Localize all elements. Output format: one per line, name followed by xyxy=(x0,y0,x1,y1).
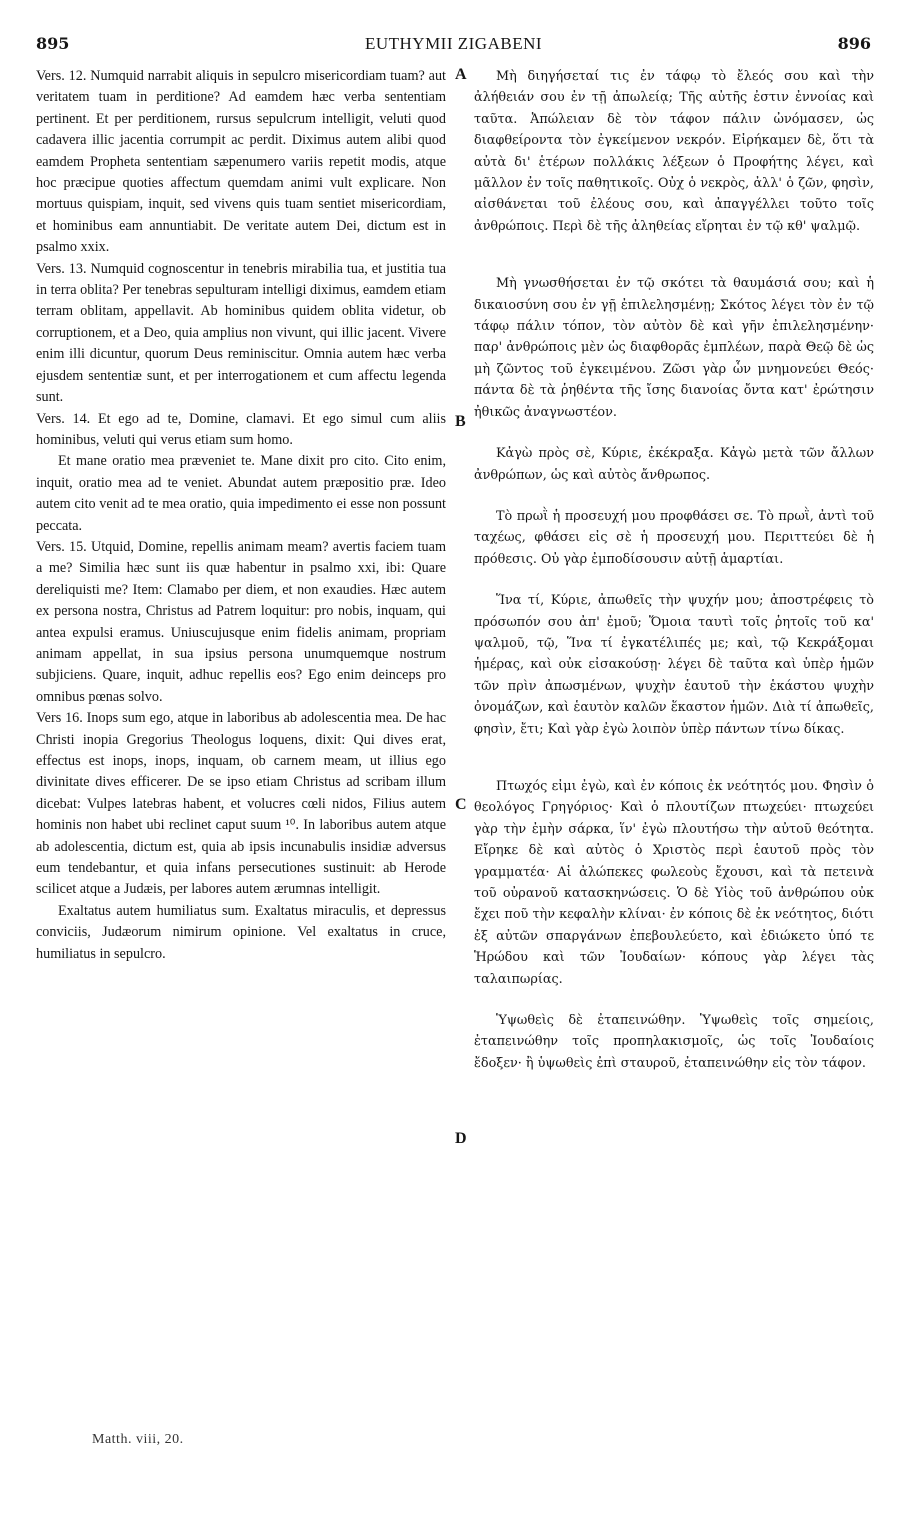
margin-letter-a: A xyxy=(455,66,467,83)
margin-letter-b: B xyxy=(455,413,466,430)
page-number-right: 896 xyxy=(837,34,871,53)
greek-column xyxy=(474,66,874,1074)
latin-verse-16: Vers 16. Inops sum ego, atque in laboribus ab adolescentia mea. De hac Christi inopia Gregorius Theologus loquens, dixit: Qui dives erat, effectus est inops, inops, inquam, ob carnem meam, ut illius ego divinitate dives efficerer. De se ipso etiam Christus ad scribam illum dicebat: Vulpes latebras habent, et volucres cœli nidos, Filius autem hominis non habet ubi reclinet caput suum ¹⁰. In laboribus autem atque ab adolescentia, dictum est, quia ab ipsis incunabulis insidiæ adversus eum tendebantur, et quia infans persecutiones sustinuit: ab Herode scilicet atque a Judæis, per labores autem ærumnas intelligit. xyxy=(36,710,446,898)
latin-verse-12: Vers. 12. Numquid narrabit aliquis in sepulcro misericordiam tuam? aut veritatem tuam in perditione? Ad eamdem hæc verba sententiam pertinent. Et per perditionem, rursus sepulcrum intelligit, veluti quod cadavera illic jacentia corrumpit ac perdit. Diximus autem alibi quod eamdem Propheta sententiam sæpenumero variis repetit modis, atque hoc præcipue quoties affectum quemdam animi vult explicare. Non mortuus quispiam, inquit, sed vivens quis tuam sentiet misericordiam, et hominibus eam annuntiabit. De veritate autem Dei, dictum est in psalmo xxix. xyxy=(36,68,446,256)
page-header xyxy=(36,34,871,58)
footnote: Matth. viii, 20. xyxy=(92,1432,184,1447)
greek-verse-16: Πτωχός εἰμι ἐγὼ, καὶ ἐν κόποις ἐκ νεότητός μου. Φησὶν ὁ θεολόγος Γρηγόριος· Καὶ ὁ πλουτίζων πτωχεύει· πτωχεύει γὰρ τὴν ἐμὴν σάρκα, ἵν' ἐγὼ πλουτήσω τὴν αὐτοῦ θεότητα. Εἴρηκε δὲ καὶ αὐτὸς ὁ Χριστὸς περὶ ἑαυτοῦ πρὸς τὸν γραμματέα· Αἱ ἀλώπεκες φωλεοὺς ἔχουσι, καὶ τὰ πετεινὰ τοῦ οὐρανοῦ κατασκηνώσεις. Ὁ δὲ Υἱὸς τοῦ ἀνθρώπου οὐκ ἔχει ποῦ τὴν κεφαλὴν κλίναι· ἐν κόποις δὲ ἐκ νεότητος, διότι ἐξ αὐτῶν σπαργάνων ἐπεβουλεύετο, καὶ ἐδιώκετο ὑπό τε Ἡρώδου καὶ τῶν Ἰουδαίων· κόπους γὰρ λέγει τὰς ταλαιπωρίας. xyxy=(474,778,874,987)
latin-verse-16-exaltatus: Exaltatus autem humiliatus sum. Exaltatus miraculis, et depressus conviciis, Judæorum nimirum opinione. Vel exaltatus in cruce, humiliatus in sepulcro. xyxy=(36,902,446,962)
margin-letter-c: C xyxy=(455,796,467,813)
greek-verse-12: Μὴ διηγήσεταί τις ἐν τάφῳ τὸ ἔλεός σου καὶ τὴν ἀλήθειάν σου ἐν τῇ ἀπωλείᾳ; Τῆς αὐτῆς ἐστιν ἐννοίας καὶ ταῦτα. Ἀπώλειαν δὲ τὸν τάφον πάλιν ὠνόμασεν, ὡς διαφθείροντα τὸν ἐγκείμενον νεκρόν. Εἰρήκαμεν δὲ, ὅτι τὰ αὐτὰ δι' ἑτέρων πολλάκις λέξεων ὁ Προφήτης λέγει, καὶ μᾶλλον ἐν τοῖς παθητικοῖς. Οὐχ ὁ νεκρὸς, ἀλλ' ὁ ζῶν, φησὶν, αἰσθάνεται τοῦ ἐλέους σου, καὶ ἀπαγγέλλει τοῦτο τοῖς ἀνθρώποις. Περὶ δὲ τῆς ἀληθείας εἴρηται ἐν τῷ κθ' ψαλμῷ. xyxy=(474,69,874,234)
latin-verse-14-mane: Et mane oratio mea præveniet te. Mane dixit pro cito. Cito enim, inquit, oratio mea ad te veniet. Abundat autem præpositio præ. Ideo autem cito venit ad te mea oratio, quia impedimento ei esse non possunt peccata. xyxy=(36,453,446,534)
greek-verse-14-proi: Τὸ πρωῒ ἡ προσευχή μου προφθάσει σε. Τὸ πρωῒ, ἀντὶ τοῦ ταχέως, φθάσει εἰς σὲ ἡ προσευχή μου. Περιττεύει δὲ ἡ πρόθεσις. Οὐ γὰρ ἐμποδίσουσιν αὐτῇ ἁμαρτίαι. xyxy=(474,508,874,567)
margin-letter-d: D xyxy=(455,1130,467,1147)
latin-column xyxy=(36,66,446,965)
greek-verse-15: Ἵνα τί, Κύριε, ἀπωθεῖς τὴν ψυχήν μου; ἀποστρέφεις τὸ πρόσωπόν σου ἀπ' ἐμοῦ; Ὅμοια ταυτὶ τοῖς ῥητοῖς τοῦ κα' ψαλμοῦ, τῷ, Ἵνα τί ἐγκατέλιπές με; καὶ, τῷ Κεκράξομαι ἡμέρας, καὶ οὐκ εἰσακούσῃ· λέγει δὲ ταῦτα καὶ ὑπὲρ ἡμῶν τῶν πρὶν ἀπωσμένων, ψυχὴν ἑαυτοῦ τὴν ἑκάστου ψυχὴν ὀνομάζων, καὶ ἑαυτὸν καλῶν ἕκαστον ἡμῶν. Διὰ τί ἀπωθεῖς, φησὶν, ἔτι; Καὶ γὰρ ἐγὼ λοιπὸν ὑπὲρ πάντων τίνω δίκας. xyxy=(474,593,874,737)
greek-verse-16-hypsotheis: Ὑψωθεὶς δὲ ἐταπεινώθην. Ὑψωθεὶς τοῖς σημείοις, ἐταπεινώθην τοῖς προπηλακισμοῖς, ὡς τοῖς Ἰουδαίοις ἔδοξεν· ἢ ὑψωθεὶς ἐπὶ σταυροῦ, ἐταπεινώθην εἰς τὸν τάφον. xyxy=(474,1013,874,1071)
greek-verse-14: Κἀγὼ πρὸς σὲ, Κύριε, ἐκέκραξα. Κἀγὼ μετὰ τῶν ἄλλων ἀνθρώπων, ὡς καὶ αὐτὸς ἄνθρωπος. xyxy=(474,446,874,483)
latin-verse-14: Vers. 14. Et ego ad te, Domine, clamavi. Et ego simul cum aliis hominibus, veluti qui verus etiam sum homo. xyxy=(36,410,446,448)
latin-verse-13: Vers. 13. Numquid cognoscentur in tenebris mirabilia tua, et justitia tua in terra oblita? Per tenebras sepulturam intelligi diximus, eamdem etiam terram oblitam, appellavit. Ab hominibus quidem oblita videtur, ob corruptionem, et a Deo, quia amplius non vivunt, qui illic jacent. Vivere enim illi dicuntur, quorum Deus reminiscitur. Omnia autem hæc verba ejusdem sententiæ sunt, et per interrogationem et cum affectu legenda sunt. xyxy=(36,260,446,406)
running-title: EUTHYMII ZIGABENI xyxy=(364,34,543,53)
latin-verse-15: Vers. 15. Utquid, Domine, repellis animam meam? avertis faciem tuam a me? Similia hæc sunt iis quæ habentur in psalmo xxi, ibi: Quare dereliquisti me? Item: Clamabo per diem, et non exaudies. Hæc autem ex persona nostra, Christus ad Patrem loquitur: pro nobis, inquam, qui antea expulsi eramus. Uniuscujusque enim fidelis animam, propriam animam appellat, in sua ipsius persona unumquemque nostrum subjiciens. Quare, inquit, adhuc repellis eos? Ego enim deinceps pro omnibus pœnas solvo. xyxy=(36,538,446,705)
greek-verse-13: Μὴ γνωσθήσεται ἐν τῷ σκότει τὰ θαυμάσιά σου; καὶ ἡ δικαιοσύνη σου ἐν γῇ ἐπιλελησμένῃ; Σκότος λέγει τὸν ἐν τῷ τάφῳ πάλιν τόπον, τὸν αὐτὸν δὲ καὶ γῆν ἐπιλελησμένην· παρ' ἀνθρώποις μὲν ὡς διαφθορᾶς ἐμπλέων, παρὰ Θεῷ δὲ ὡς μὴ ζῶντος τοῦ ἐγκειμένου. Ζῶσι γὰρ ὧν μνημονεύει Θεός· πάντα δὲ τὰ ῥηθέντα τῆς ἴσης διανοίας ὄντα κατ' ἐρώτησιν ἠθικῶς ἀναγνωστέον. xyxy=(474,276,874,420)
page-number-left: 895 xyxy=(36,34,70,53)
